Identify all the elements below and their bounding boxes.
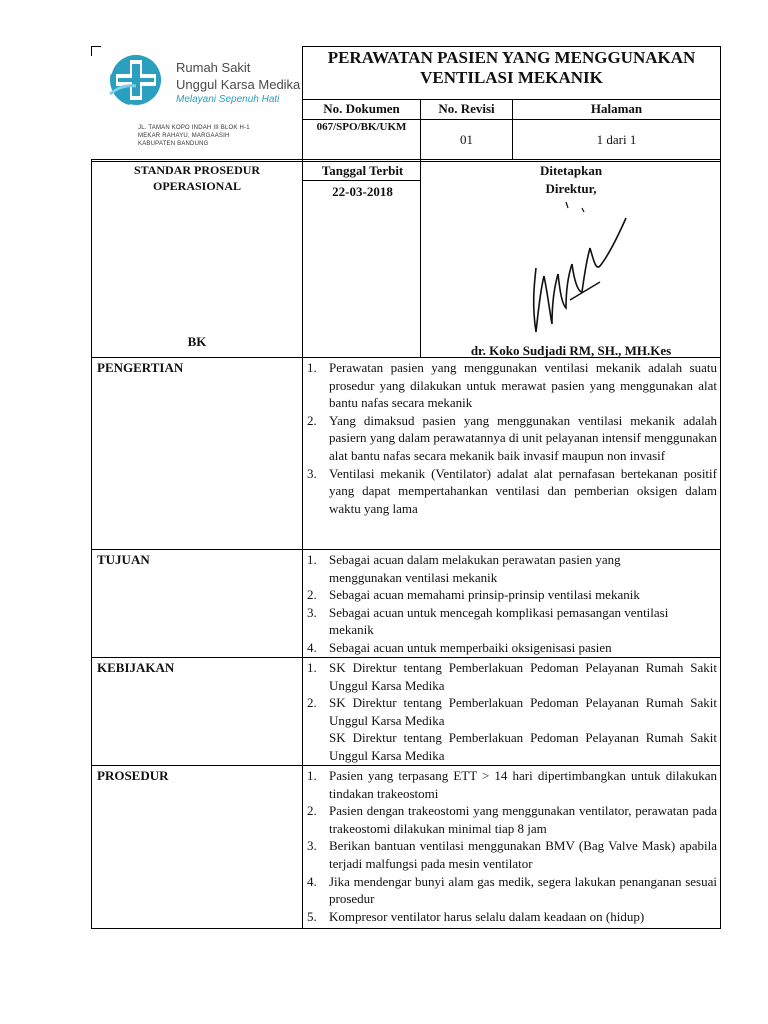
item-number: 2. <box>307 695 317 711</box>
list-item <box>307 767 717 802</box>
ditetapkan-block <box>422 162 720 198</box>
item-text: Sebagai acuan dalam melakukan perawatan pasien yang menggunakan ventilasi mekanik <box>329 552 621 585</box>
sop-label-line: OPERASIONAL <box>152 179 241 193</box>
address-line: JL. TAMAN KOPO INDAH III BLOK H-1 <box>138 125 250 131</box>
list-item <box>307 694 717 729</box>
hospital-name-line2: Unggul Karsa Medika <box>176 77 301 92</box>
list-item <box>307 465 717 518</box>
section-label-pengertian: PENGERTIAN <box>97 360 184 375</box>
hospital-logo-icon <box>104 50 168 110</box>
item-text: Sebagai acuan untuk memperbaiki oksigenisasi pasien <box>329 639 612 655</box>
tanggal-terbit-value: 22-03-2018 <box>332 184 393 199</box>
item-number: 5. <box>307 908 317 924</box>
item-number: 1. <box>307 552 317 567</box>
address-line: KABUPATEN BANDUNG <box>138 141 209 147</box>
unit-label: BK <box>187 334 207 349</box>
address-line: MEKAR RAHAYU, MARGAASIH <box>138 133 230 139</box>
list-item <box>307 359 717 412</box>
tujuan-list <box>307 551 687 657</box>
sop-label <box>92 162 302 194</box>
section-label-tujuan: TUJUAN <box>97 552 150 567</box>
halaman-label: Halaman <box>590 101 643 116</box>
director-name: dr. Koko Sudjadi RM, SH., MH.Kes <box>470 343 672 358</box>
item-number: 2. <box>307 587 317 603</box>
item-text: SK Direktur tentang Pemberlakuan Pedoman Pelayanan Rumah Sakit Unggul Karsa Medika <box>329 695 717 728</box>
item-text: Sebagai acuan memahami prinsip-prinsip ventilasi mekanik <box>329 587 640 603</box>
direktur-label: Direktur, <box>545 181 597 196</box>
item-text: Berikan bantuan ventilasi menggunakan BMV (Bag Valve Mask) apabila terjadi malfungsi pada mesin ventilator <box>329 838 717 871</box>
list-item <box>307 729 717 764</box>
item-number: 3. <box>307 604 317 620</box>
hospital-name-line1: Rumah Sakit <box>176 60 251 75</box>
tanggal-terbit-label: Tanggal Terbit <box>321 163 404 178</box>
item-text: Sebagai acuan untuk mencegah komplikasi pemasangan ventilasi mekanik <box>329 604 669 638</box>
item-text: Jika mendengar bunyi alam gas medik, segera lakukan penanganan sesuai prosedur <box>329 873 717 907</box>
item-text: SK Direktur tentang Pemberlakuan Pedoman Pelayanan Rumah Sakit Unggul Karsa Medika <box>329 660 717 693</box>
list-item <box>307 873 717 908</box>
item-number: 3. <box>307 838 317 854</box>
list-item <box>307 659 717 694</box>
list-item <box>307 639 687 657</box>
corner-mark <box>91 46 92 56</box>
ditetapkan-label: Ditetapkan <box>539 163 603 178</box>
pengertian-list <box>307 359 717 517</box>
prosedur-list <box>307 767 717 925</box>
halaman-value: 1 dari 1 <box>596 132 637 147</box>
no-dokumen-value: 067/SPO/BK/UKM <box>316 121 407 133</box>
item-text: Perawatan pasien yang menggunakan ventilasi mekanik adalah suatu prosedur yang dilakukan untuk merawat pasien yang menggunakan alat bantu nafas secara mekanik <box>329 360 717 411</box>
item-number: 1. <box>307 768 317 783</box>
document-title <box>303 48 720 88</box>
item-number: 2. <box>307 803 317 819</box>
item-text: Ventilasi mekanik (Ventilator) adalat alat pernafasan bertekanan positif yang dapat mempertahankan ventilasi dan pemberian oksigen dalam waktu yang lama <box>329 465 717 516</box>
item-number: 1. <box>307 660 317 675</box>
director-signature-icon <box>522 196 634 338</box>
list-item <box>307 586 687 604</box>
title-line: PERAWATAN PASIEN YANG MENGGUNAKAN <box>327 48 696 67</box>
title-line: VENTILASI MEKANIK <box>420 68 603 87</box>
hospital-tagline: Melayani Sepenuh Hati <box>176 94 280 105</box>
list-item <box>307 604 687 639</box>
section-label-prosedur: PROSEDUR <box>97 768 169 783</box>
item-text: Pasien yang terpasang ETT > 14 hari dipertimbangkan untuk dilakukan tindakan trakeostomi <box>329 768 717 801</box>
item-text: Kompresor ventilator harus selalu dalam keadaan on (hidup) <box>329 908 645 924</box>
kebijakan-list <box>307 659 717 765</box>
no-revisi-value: 01 <box>460 132 473 147</box>
hospital-address <box>138 124 250 148</box>
list-item <box>307 412 717 465</box>
list-item <box>307 908 717 926</box>
item-text: Yang dimaksud pasien yang menggunakan ventilasi mekanik adalah pasiern yang dalam perawatannya di unit pelayanan intensif menggunakan alat bantu nafas secara mekanik baik invasif maupun non invasif <box>329 412 717 463</box>
item-number: 4. <box>307 873 317 889</box>
corner-mark <box>91 46 101 47</box>
no-dokumen-label: No. Dokumen <box>323 101 400 116</box>
item-text: Pasien dengan trakeostomi yang menggunakan ventilator, perawatan pada trakeostomi dilakukan minimal tiap 8 jam <box>329 803 717 836</box>
item-number: 2. <box>307 412 317 428</box>
section-label-kebijakan: KEBIJAKAN <box>97 660 175 675</box>
sop-label-line: STANDAR PROSEDUR <box>133 163 261 177</box>
no-revisi-label: No. Revisi <box>438 101 495 116</box>
item-text: SK Direktur tentang Pemberlakuan Pedoman Pelayanan Rumah Sakit Unggul Karsa Medika <box>329 730 717 763</box>
list-item <box>307 802 717 837</box>
list-item <box>307 837 717 872</box>
item-number: 4. <box>307 639 317 655</box>
list-item <box>307 551 687 586</box>
item-number: 1. <box>307 360 317 375</box>
item-number: 3. <box>307 465 317 481</box>
